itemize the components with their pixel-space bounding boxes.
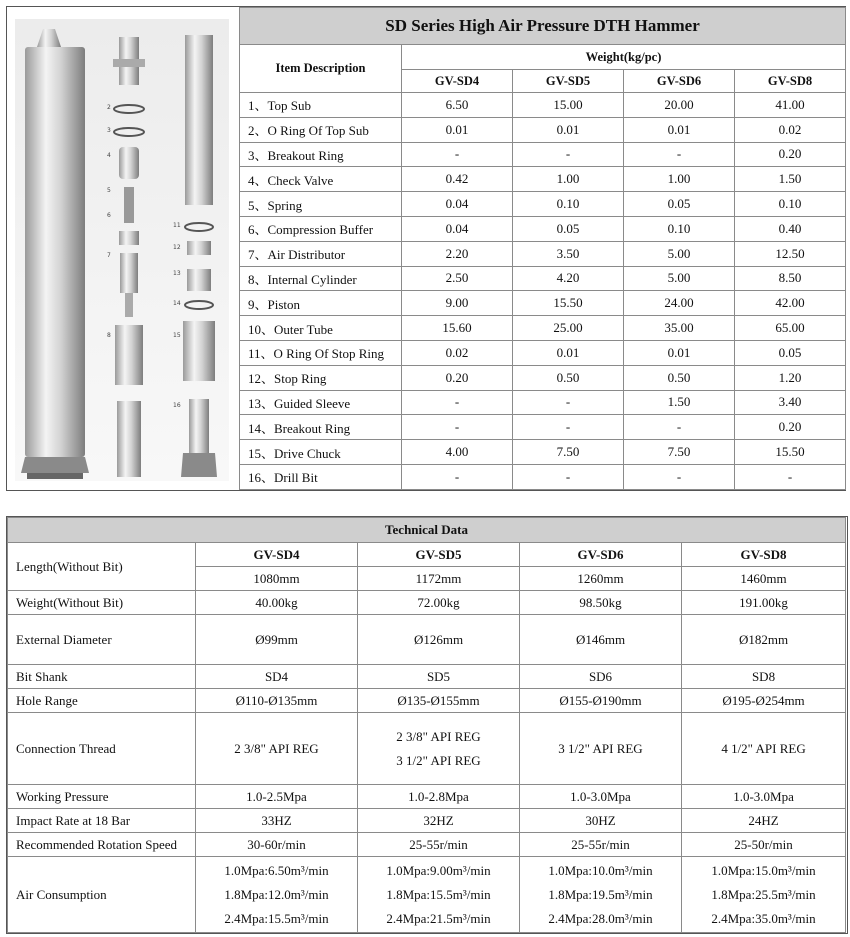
part-number: 2 (107, 104, 111, 111)
table-row (240, 216, 846, 241)
air-line: 2.4Mpa:28.0m³/min (548, 910, 653, 926)
air-line: 2.4Mpa:21.5m³/min (386, 910, 491, 926)
part-number: 13 (173, 270, 181, 277)
weight-header: Weight(kg/pc) (402, 45, 846, 70)
row-label: Working Pressure (8, 785, 196, 809)
air-line: 1.0Mpa:15.0m³/min (711, 862, 816, 878)
weight-value: 0.50 (513, 365, 624, 390)
item-description: 5、Spring (240, 192, 402, 217)
spec-value: Ø126mm (358, 615, 520, 665)
weight-value: 5.00 (624, 241, 735, 266)
table-row (240, 316, 846, 341)
weight-value: 3.50 (513, 241, 624, 266)
row-label: Connection Thread (8, 713, 196, 785)
row-label: Recommended Rotation Speed (8, 833, 196, 857)
spec-value: 40.00kg (196, 591, 358, 615)
item-description: 16、Drill Bit (240, 464, 402, 489)
thread-line: 2 3/8" API REG (234, 740, 319, 756)
item-description: 11、O Ring Of Stop Ring (240, 340, 402, 365)
table-row (240, 93, 846, 118)
weight-value: - (624, 464, 735, 489)
spec-value: SD4 (196, 665, 358, 689)
table-row (8, 543, 846, 567)
air-line: 1.0Mpa:9.00m³/min (386, 862, 491, 878)
weight-value: 0.01 (513, 340, 624, 365)
weight-value: - (402, 464, 513, 489)
table-row (240, 241, 846, 266)
table-row (8, 615, 846, 665)
weight-value: 15.50 (735, 440, 846, 465)
model-header: GV-SD6 (624, 70, 735, 93)
item-description: 1、Top Sub (240, 93, 402, 118)
spec-value: Ø182mm (682, 615, 846, 665)
weight-value: 1.00 (513, 167, 624, 192)
table-row (240, 365, 846, 390)
weight-value: 35.00 (624, 316, 735, 341)
weight-value: 0.04 (402, 216, 513, 241)
air-line: 1.8Mpa:15.5m³/min (386, 886, 491, 902)
spec-value: 25-55r/min (358, 833, 520, 857)
table-row (8, 713, 846, 785)
weights-table-title: SD Series High Air Pressure DTH Hammer (240, 8, 846, 45)
spec-value: 1.0-3.0Mpa (520, 785, 682, 809)
item-description: 15、Drive Chuck (240, 440, 402, 465)
table-row (240, 142, 846, 167)
weight-value: - (624, 142, 735, 167)
technical-data-title: Technical Data (8, 518, 846, 543)
weight-value: 24.00 (624, 291, 735, 316)
weight-value: 0.02 (735, 117, 846, 142)
air-consumption-value (196, 857, 358, 933)
table-row (8, 591, 846, 615)
spec-value: 30-60r/min (196, 833, 358, 857)
weight-value: 4.00 (402, 440, 513, 465)
weight-value: 0.01 (402, 117, 513, 142)
weight-value: 8.50 (735, 266, 846, 291)
item-description: 14、Breakout Ring (240, 415, 402, 440)
table-row (8, 689, 846, 713)
thread-line: 4 1/2" API REG (721, 740, 806, 756)
connection-thread-value (196, 713, 358, 785)
thread-line: 3 1/2" API REG (558, 740, 643, 756)
weight-value: 15.60 (402, 316, 513, 341)
item-description: 6、Compression Buffer (240, 216, 402, 241)
table-row (240, 464, 846, 489)
part-number: 7 (107, 252, 111, 259)
weight-value: 0.05 (735, 340, 846, 365)
technical-data-section (6, 516, 848, 934)
weight-value: - (402, 415, 513, 440)
weight-value: - (513, 142, 624, 167)
item-description: 3、Breakout Ring (240, 142, 402, 167)
item-description: 12、Stop Ring (240, 365, 402, 390)
weight-value: 0.10 (735, 192, 846, 217)
row-label: Impact Rate at 18 Bar (8, 809, 196, 833)
part-number: 8 (107, 332, 111, 339)
table-row (240, 440, 846, 465)
weight-value: 0.01 (624, 340, 735, 365)
row-label: External Diameter (8, 615, 196, 665)
spec-value: 30HZ (520, 809, 682, 833)
connection-thread-value (520, 713, 682, 785)
connection-thread-value (358, 713, 520, 785)
length-value: 1460mm (682, 567, 846, 591)
item-description: 2、O Ring Of Top Sub (240, 117, 402, 142)
spec-value: Ø135-Ø155mm (358, 689, 520, 713)
weight-value: 2.50 (402, 266, 513, 291)
weight-value: 41.00 (735, 93, 846, 118)
weight-value: 0.01 (624, 117, 735, 142)
weights-table (239, 7, 846, 490)
weight-value: 7.50 (513, 440, 624, 465)
length-value: 1080mm (196, 567, 358, 591)
spec-value: Ø155-Ø190mm (520, 689, 682, 713)
weight-value: 1.50 (624, 390, 735, 415)
spec-value: 1.0-2.5Mpa (196, 785, 358, 809)
spec-value: Ø195-Ø254mm (682, 689, 846, 713)
row-label: Weight(Without Bit) (8, 591, 196, 615)
table-row (240, 167, 846, 192)
spec-value: 72.00kg (358, 591, 520, 615)
weight-value: 0.02 (402, 340, 513, 365)
part-number: 14 (173, 300, 181, 307)
item-description: 13、Guided Sleeve (240, 390, 402, 415)
weight-value: 42.00 (735, 291, 846, 316)
part-number: 3 (107, 127, 111, 134)
weight-value: - (513, 464, 624, 489)
weight-value: 0.05 (624, 192, 735, 217)
air-consumption-value (520, 857, 682, 933)
spec-value: Ø110-Ø135mm (196, 689, 358, 713)
weight-value: 0.10 (624, 216, 735, 241)
hammer-parts-illustration (7, 7, 239, 490)
air-line: 2.4Mpa:35.0m³/min (711, 910, 816, 926)
air-line: 1.0Mpa:10.0m³/min (548, 862, 653, 878)
model-header: GV-SD5 (358, 543, 520, 567)
item-description: 8、Internal Cylinder (240, 266, 402, 291)
length-value: 1260mm (520, 567, 682, 591)
table-row (8, 857, 846, 933)
weight-value: 0.50 (624, 365, 735, 390)
spec-value: Ø99mm (196, 615, 358, 665)
thread-line: 2 3/8" API REG (396, 728, 481, 744)
spec-value: 25-50r/min (682, 833, 846, 857)
table-row (240, 390, 846, 415)
weight-value: 65.00 (735, 316, 846, 341)
weight-value: 4.20 (513, 266, 624, 291)
thread-line: 3 1/2" API REG (396, 752, 481, 768)
weight-value: 0.42 (402, 167, 513, 192)
air-line: 1.0Mpa:6.50m³/min (224, 862, 329, 878)
weight-value: - (402, 390, 513, 415)
weight-value: 20.00 (624, 93, 735, 118)
weight-value: 3.40 (735, 390, 846, 415)
item-description-header: Item Description (240, 45, 402, 93)
table-row (240, 340, 846, 365)
weight-value: - (624, 415, 735, 440)
air-consumption-value (682, 857, 846, 933)
table-row (8, 809, 846, 833)
weights-section (6, 6, 846, 491)
spec-value: 98.50kg (520, 591, 682, 615)
model-header: GV-SD4 (402, 70, 513, 93)
model-header: GV-SD5 (513, 70, 624, 93)
model-header: GV-SD6 (520, 543, 682, 567)
weight-value: 5.00 (624, 266, 735, 291)
weight-value: 9.00 (402, 291, 513, 316)
spec-value: 24HZ (682, 809, 846, 833)
weight-value: 1.00 (624, 167, 735, 192)
item-description: 9、Piston (240, 291, 402, 316)
weight-value: 15.50 (513, 291, 624, 316)
weight-value: 0.04 (402, 192, 513, 217)
table-row (240, 266, 846, 291)
spec-value: 191.00kg (682, 591, 846, 615)
length-value: 1172mm (358, 567, 520, 591)
hammer-exploded-view (7, 7, 240, 490)
part-number: 16 (173, 402, 181, 409)
part-number: 11 (173, 222, 181, 229)
row-label: Bit Shank (8, 665, 196, 689)
assembled-hammer (21, 29, 89, 479)
weight-value: 12.50 (735, 241, 846, 266)
air-line: 2.4Mpa:15.5m³/min (224, 910, 329, 926)
part-number: 15 (173, 332, 181, 339)
model-header: GV-SD8 (735, 70, 846, 93)
part-number: 5 (107, 187, 111, 194)
technical-data-table (7, 517, 846, 933)
model-header: GV-SD4 (196, 543, 358, 567)
connection-thread-value (682, 713, 846, 785)
air-line: 1.8Mpa:25.5m³/min (711, 886, 816, 902)
row-label: Hole Range (8, 689, 196, 713)
spec-value: 32HZ (358, 809, 520, 833)
weight-value: 15.00 (513, 93, 624, 118)
weight-value: - (513, 390, 624, 415)
spec-value: SD8 (682, 665, 846, 689)
item-description: 10、Outer Tube (240, 316, 402, 341)
weight-value: 0.10 (513, 192, 624, 217)
table-row (8, 785, 846, 809)
weight-value: 7.50 (624, 440, 735, 465)
table-row (240, 415, 846, 440)
part-number: 12 (173, 244, 181, 251)
part-number: 6 (107, 212, 111, 219)
row-label: Length(Without Bit) (8, 543, 196, 591)
table-row (8, 833, 846, 857)
spec-value: SD5 (358, 665, 520, 689)
item-description: 4、Check Valve (240, 167, 402, 192)
spec-value: SD6 (520, 665, 682, 689)
weight-value: 0.20 (402, 365, 513, 390)
weight-value: - (513, 415, 624, 440)
weight-value: - (735, 464, 846, 489)
spec-value: Ø146mm (520, 615, 682, 665)
air-line: 1.8Mpa:19.5m³/min (548, 886, 653, 902)
table-row (240, 192, 846, 217)
part-number: 4 (107, 152, 111, 159)
weight-value: 0.40 (735, 216, 846, 241)
weight-value: 1.50 (735, 167, 846, 192)
spec-value: 1.0-2.8Mpa (358, 785, 520, 809)
weight-value: 2.20 (402, 241, 513, 266)
spec-value: 1.0-3.0Mpa (682, 785, 846, 809)
air-line: 1.8Mpa:12.0m³/min (224, 886, 329, 902)
weight-value: 1.20 (735, 365, 846, 390)
weight-value: 0.20 (735, 415, 846, 440)
weight-value: 25.00 (513, 316, 624, 341)
weight-value: - (402, 142, 513, 167)
weight-value: 0.05 (513, 216, 624, 241)
table-row (8, 665, 846, 689)
model-header: GV-SD8 (682, 543, 846, 567)
weight-value: 0.20 (735, 142, 846, 167)
spec-value: 25-55r/min (520, 833, 682, 857)
spec-value: 33HZ (196, 809, 358, 833)
air-consumption-value (358, 857, 520, 933)
row-label: Air Consumption (8, 857, 196, 933)
table-row (240, 291, 846, 316)
table-row (240, 117, 846, 142)
weight-value: 6.50 (402, 93, 513, 118)
item-description: 7、Air Distributor (240, 241, 402, 266)
weight-value: 0.01 (513, 117, 624, 142)
